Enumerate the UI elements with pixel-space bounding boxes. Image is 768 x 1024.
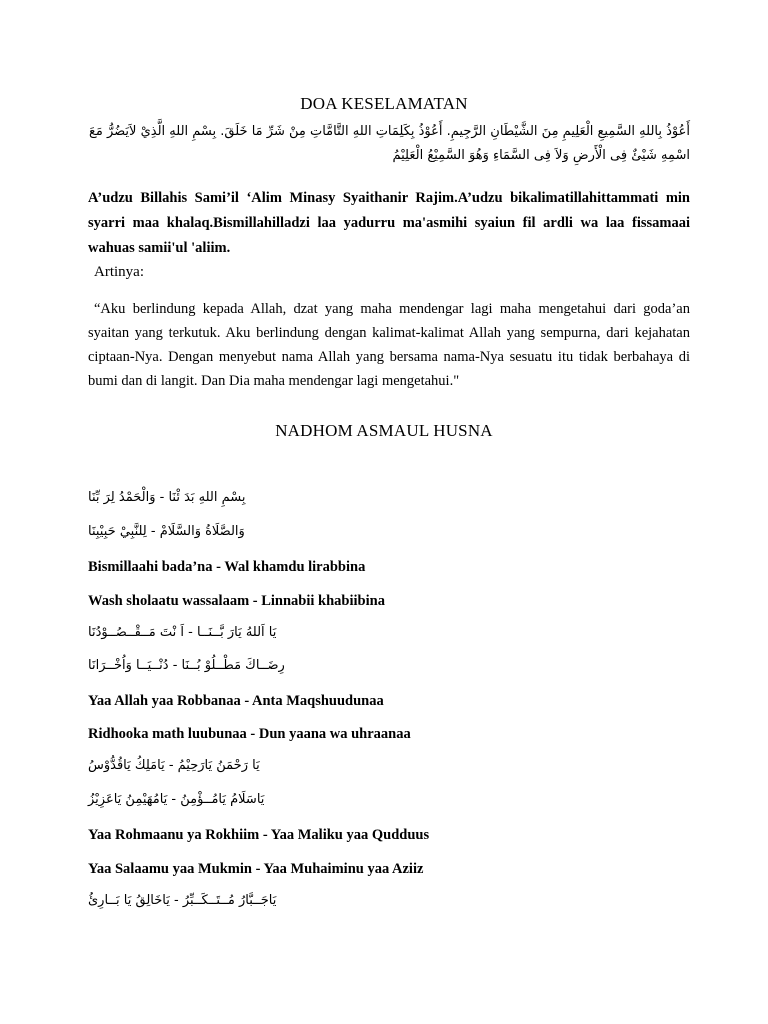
nadhom-latin-line: Yaa Salaamu yaa Mukmin - Yaa Muhaiminu yaa Aziiz xyxy=(88,861,424,877)
doa-arabic-text: أَعُوْذُ بِاللهِ السَّمِيعِ الْعَلِيمِ مِنَ الشَّيْطَانِ الرَّجِيمِ. أَعُوْذُ بِكَلِمَاتِ اللهِ التَّامَّاتِ مِنْ شَرِّ مَا خَلَقَ. بِسْمِ اللهِ الَّذِيْ لاَيَضُرُّ مَعَ اسْمِهِ شَيْئٌ فِى الْأَرضِ وَلاَ فِى السَّمَاءِ وَهُوَ السَّمِيْعُ الْعَلِيْمُ xyxy=(88,124,690,163)
nadhom-latin-line: Bismillaahi bada’na - Wal khamdu lirabbina xyxy=(88,559,366,575)
nadhom-arabic-line: يَا اَللهُ يَارَ بَّــنَــا - اَ نْتَ مَــقْــصُــوْدُنَا xyxy=(88,625,277,640)
nadhom-arabic-line: رِضَــاكَ مَطْــلُوْ بُــنَا - دُنْــيَــا وَاُخْــرَانَا xyxy=(88,658,285,673)
nadhom-title: NADHOM ASMAUL HUSNA xyxy=(275,421,493,440)
nadhom-latin-line: Wash sholaatu wassalaam - Linnabii khabiibina xyxy=(88,593,385,609)
nadhom-arabic-line: وَالصَّلَاةُ وَالسَّلَامْ - لِلنَّبِيْ حَبِيْبِنَا xyxy=(88,524,245,539)
doa-transliteration: A’udzu Billahis Sami’il ‘Alim Minasy Syaithanir Rajim.A’udzu bikalimatillahittammati min syarri maa khalaq.Bismillahilladzi laa yadurru ma'asmihi syaiun fil ardli wa laa fissamaai wahuas samii'ul 'aliim. xyxy=(88,190,690,256)
nadhom-arabic-line: بِسْمِ اللهِ بَدَ ئْنَا - وَالْحَمْدُ لِرَ بِّنَا xyxy=(88,490,246,505)
nadhom-latin-line: Ridhooka math luubunaa - Dun yaana wa uhraanaa xyxy=(88,726,411,742)
nadhom-arabic-line: يَاسَلَامُ يَامُــؤْمِنُ - يَامُهَيْمِنُ يَاعَزِيْزُ xyxy=(88,792,265,807)
nadhom-arabic-line: يَا رَحْمَنُ يَارَحِيْمُ - يَامَلِكُ يَاقُدُّوْسُ xyxy=(88,758,260,773)
nadhom-arabic-line: يَاجَــبَّارُ مُــتَــكَــبِّرُ - يَاخَالِقُ يَا بَــارِئُ xyxy=(88,893,277,908)
doa-title: DOA KESELAMATAN xyxy=(300,94,468,113)
doa-meaning: “Aku berlindung kepada Allah, dzat yang maha mendengar lagi maha mengetahui dari goda’an syaitan yang terkutuk. Aku berlindung dengan kalimat-kalimat Allah yang sempurna, dari kejahatan ciptaan-Nya. Dengan menyebut nama Allah yang bersama nama-Nya sesuatu itu tidak berbahaya di bumi dan di langit. Dan Dia maha mendengar lagi mengetahui." xyxy=(88,301,690,389)
meaning-label: Artinya: xyxy=(94,264,144,280)
nadhom-latin-line: Yaa Allah yaa Robbanaa - Anta Maqshuudunaa xyxy=(88,693,384,709)
nadhom-latin-line: Yaa Rohmaanu ya Rokhiim - Yaa Maliku yaa Qudduus xyxy=(88,827,430,843)
